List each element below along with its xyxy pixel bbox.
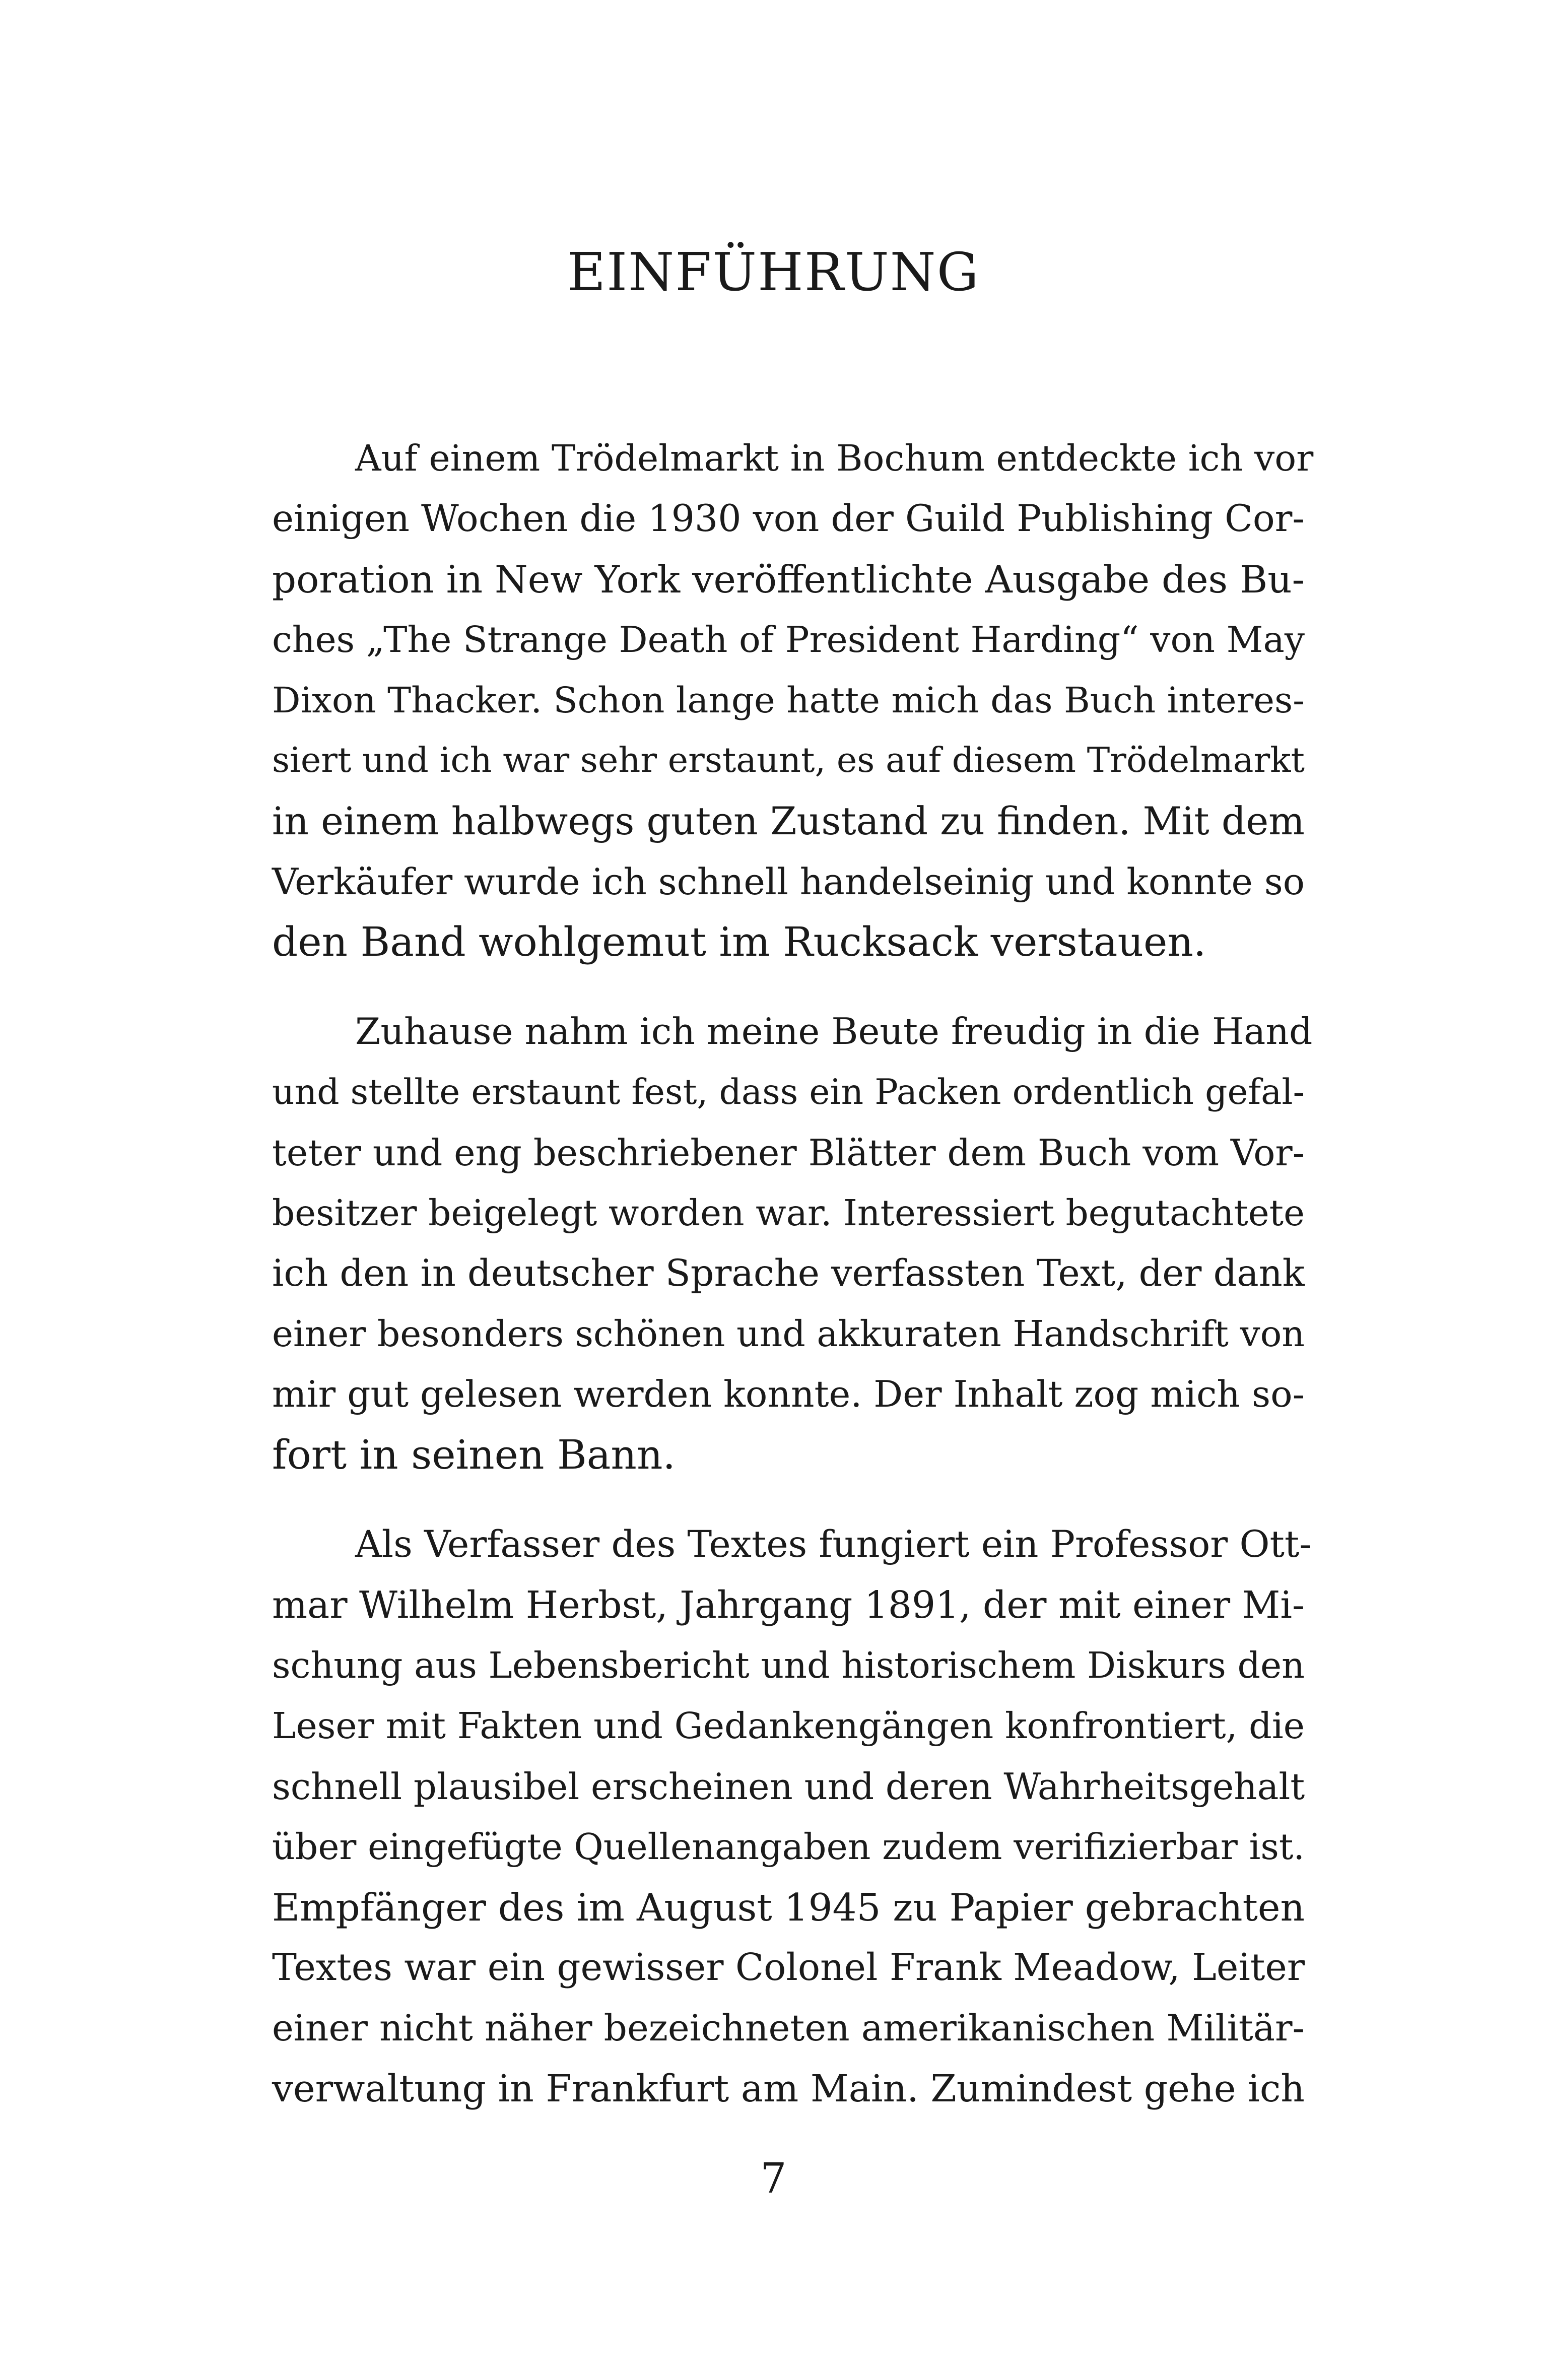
text-line: mar Wilhelm Herbst, Jahrgang 1891, der mit einer Mi- (272, 1583, 1305, 1627)
chapter-title: EINFÜHRUNG (567, 241, 980, 303)
text-line: und stellte erstaunt fest, dass ein Packen ordentlich gefal- (272, 1072, 1305, 1112)
text-line: den Band wohlgemut im Rucksack verstauen. (272, 918, 1206, 965)
text-line: Zuhause nahm ich meine Beute freudig in die Hand (355, 1011, 1313, 1053)
text-line: schnell plausibel erscheinen und deren Wahrheitsgehalt (272, 1765, 1305, 1808)
text-line: über eingefügte Quellenangaben zudem verifizierbar ist. (272, 1826, 1305, 1868)
text-line: einer besonders schönen und akkuraten Handschrift von (272, 1313, 1305, 1355)
text-line: verwaltung in Frankfurt am Main. Zumindest gehe ich (272, 2067, 1305, 2110)
text-line: schung aus Lebensbericht und historischem Diskurs den (272, 1644, 1305, 1686)
text-line: besitzer beigelegt worden war. Interessiert begutachtete (272, 1192, 1305, 1234)
text-line: Textes war ein gewisser Colonel Frank Meadow, Leiter (272, 1946, 1305, 1989)
text-line: einer nicht näher bezeichneten amerikanischen Militär- (272, 2007, 1305, 2050)
text-line: in einem halbwegs guten Zustand zu finden. Mit dem (272, 799, 1305, 843)
text-line: ches „The Strange Death of President Harding“ von May (272, 619, 1305, 660)
text-line: Dixon Thacker. Schon lange hatte mich das Buch interes- (272, 680, 1305, 721)
paragraph-2 (272, 1002, 1313, 1485)
body-text (272, 428, 1314, 2148)
text-line: Auf einem Trödelmarkt in Bochum entdeckte ich vor (355, 437, 1314, 479)
text-line: fort in seinen Bann. (272, 1431, 676, 1478)
text-line: Verkäufer wurde ich schnell handelseinig und konnte so (272, 861, 1305, 903)
text-line: Leser mit Fakten und Gedankengängen konfrontiert, die (272, 1705, 1305, 1747)
text-line: mir gut gelesen werden konnte. Der Inhalt zog mich so- (272, 1373, 1305, 1416)
page-number: 7 (760, 2155, 787, 2203)
paragraph-3 (272, 1514, 1312, 2119)
text-line: teter und eng beschriebener Blätter dem Buch vom Vor- (272, 1132, 1305, 1174)
text-line: ich den in deutscher Sprache verfassten Text, der dank (272, 1252, 1305, 1295)
paragraph-1 (272, 428, 1314, 972)
text-line: Als Verfasser des Textes fungiert ein Professor Ott- (355, 1523, 1312, 1566)
text-line: Empfänger des im August 1945 zu Papier gebrachten (272, 1885, 1305, 1930)
text-line: einigen Wochen die 1930 von der Guild Publishing Cor- (272, 497, 1305, 540)
text-line: siert und ich war sehr erstaunt, es auf diesem Trödelmarkt (272, 741, 1305, 780)
text-line: poration in New York veröffentlichte Ausgabe des Bu- (272, 557, 1305, 602)
